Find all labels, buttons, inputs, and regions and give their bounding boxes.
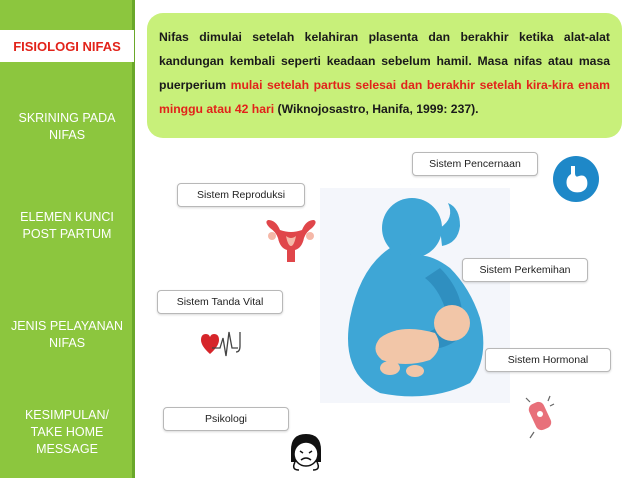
nav-item-label: TAKE HOME (30, 425, 104, 439)
nav-item-label: NIFAS (48, 336, 86, 350)
system-reproduksi-label[interactable] (177, 183, 305, 207)
pill-text: Sistem Pencernaan (429, 158, 521, 170)
pill-text: Sistem Perkemihan (479, 264, 571, 276)
pill-text: Sistem Reproduksi (196, 189, 286, 201)
nav-item-label: MESSAGE (36, 442, 98, 456)
nav-item-label: ELEMEN KUNCI (20, 210, 114, 224)
nav-item-label: POST PARTUM (22, 227, 112, 241)
pill-text: Sistem Hormonal (507, 354, 589, 366)
uterus-icon (262, 218, 320, 266)
nav-item-label: KESIMPULAN/ (24, 408, 110, 422)
nav-item-elemen-kunci[interactable] (0, 209, 134, 243)
nav-item-fisiologi-nifas[interactable] (0, 30, 134, 62)
nav-item-label: JENIS PELAYANAN (10, 319, 124, 333)
nav-item-kesimpulan[interactable] (0, 407, 134, 458)
definition-citation: (Wiknojosastro, Hanifa, 1999: 237). (274, 102, 479, 116)
system-tanda-vital-label[interactable] (157, 290, 283, 314)
nav-item-label: FISIOLOGI NIFAS (13, 38, 121, 54)
system-hormonal-label[interactable] (485, 348, 611, 372)
hormone-icon (520, 392, 560, 440)
heart-pulse-icon (198, 328, 246, 362)
definition-text: Nifas dimulai setelah kelahiran plasenta dan berakhir ketika alat-alat kandungan kembali seperti keadaan sebelum hamil. Masa nifas atau masa puerperium (159, 30, 610, 92)
nav-item-label: NIFAS (48, 128, 86, 142)
definition-box (147, 13, 622, 138)
pill-text: Psikologi (204, 413, 248, 425)
definition-highlight: mulai setelah partus selesai dan berakhir setelah kira-kira enam minggu atau 42 hari (159, 78, 610, 116)
psikologi-label[interactable] (163, 407, 289, 431)
nav-item-jenis-pelayanan[interactable] (0, 318, 134, 352)
system-perkemihan-label[interactable] (462, 258, 588, 282)
stressed-face-icon (287, 432, 325, 472)
mother-baby-illustration (320, 188, 510, 403)
nav-item-skrining-pada-nifas[interactable] (0, 110, 134, 144)
system-pencernaan-label[interactable] (412, 152, 538, 176)
stomach-icon (553, 156, 599, 202)
pill-text: Sistem Tanda Vital (176, 296, 264, 308)
nav-item-label: SKRINING PADA (18, 111, 116, 125)
